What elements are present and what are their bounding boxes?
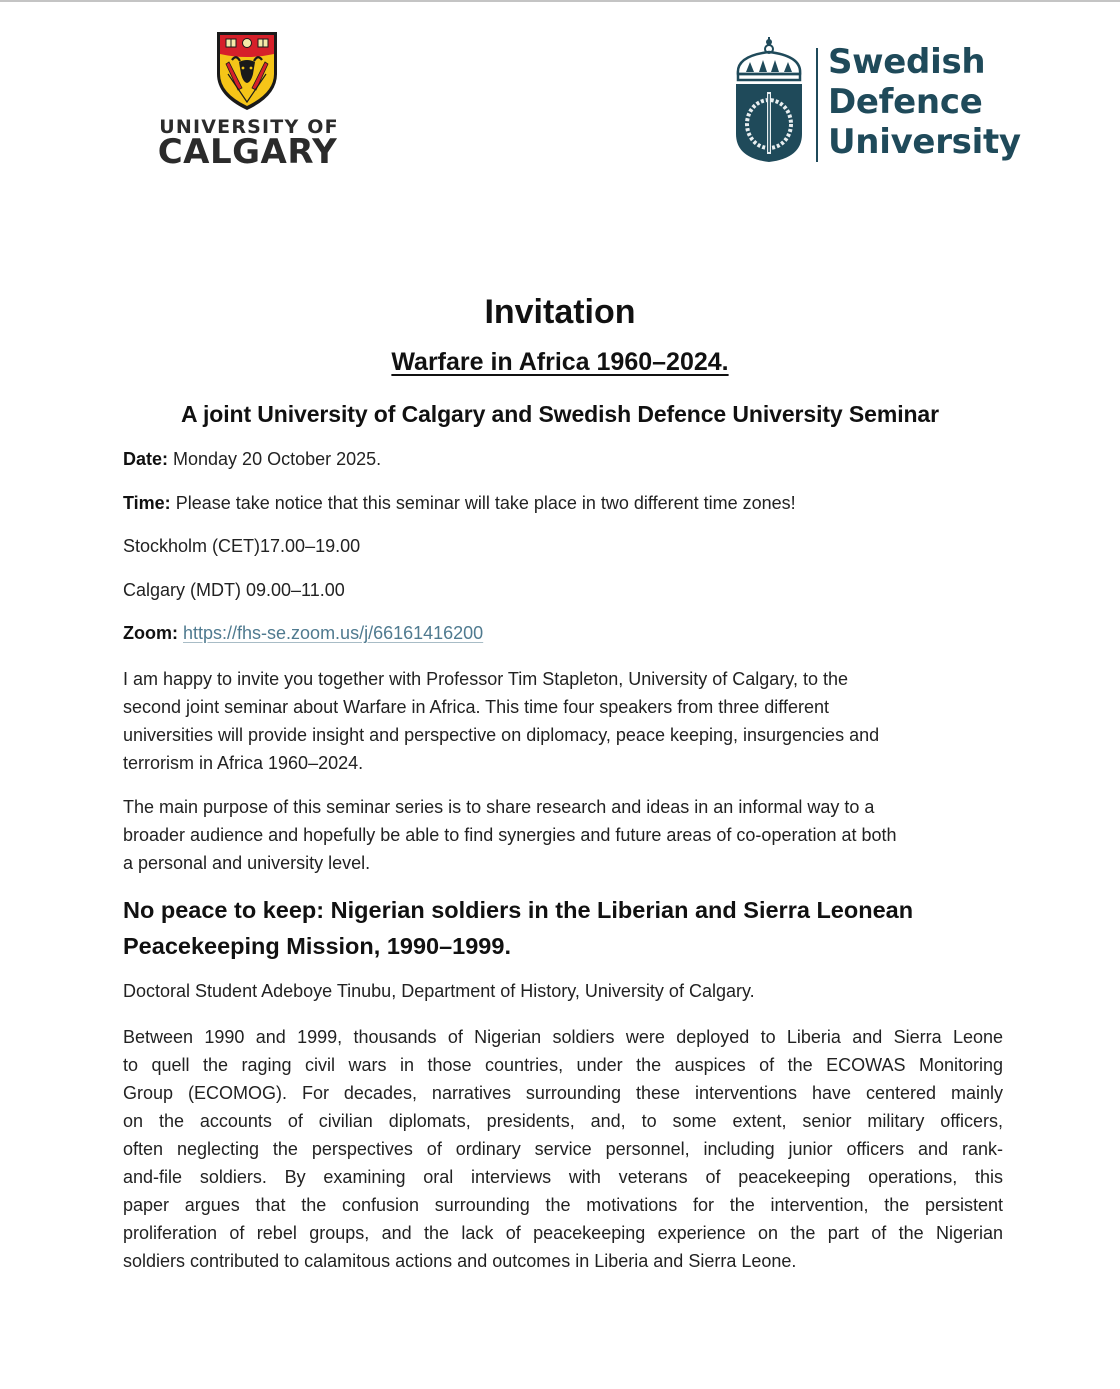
talk-title <box>123 892 1003 964</box>
date-label: Date: <box>123 449 169 469</box>
intro-p1-line: I am happy to invite you together with Professor Tim Stapleton, University of Calgary, to the <box>123 669 849 689</box>
talk-speaker: Doctoral Student Adeboye Tinubu, Department of History, University of Calgary. <box>123 981 755 1001</box>
time-value: Please take notice that this seminar will take place in two different time zones! <box>170 493 796 513</box>
abstract-line: on the accounts of civilian diplomats, presidents, and, to some extent, senior military officers, <box>123 1111 1003 1131</box>
zoom-label: Zoom: <box>123 623 178 643</box>
talk-title-line: No peace to keep: Nigerian soldiers in the Liberian and Sierra Leonean <box>123 897 914 923</box>
abstract-line: and-file soldiers. By examining oral interviews with veterans of peacekeeping operations, this <box>123 1167 1003 1187</box>
university-of-calgary-logo <box>150 30 345 175</box>
abstract-line: to quell the raging civil wars in those countries, under the auspices of the ECOWAS Monitoring <box>123 1055 1003 1075</box>
time-label: Time: <box>123 493 171 513</box>
intro-paragraph-2 <box>123 793 1003 877</box>
date-line <box>123 449 381 470</box>
sdu-wordmark <box>828 42 1021 162</box>
intro-p2-line: broader audience and hopefully be able to find synergies and future areas of co-operation at both <box>123 825 897 845</box>
calgary-crest-icon <box>214 30 280 112</box>
zoom-link[interactable]: https://fhs-se.zoom.us/j/66161416200 <box>183 623 484 643</box>
calgary-logo-line2: CALGARY <box>157 132 338 172</box>
talk-title-line: Peacekeeping Mission, 1990–1999. <box>123 933 511 959</box>
abstract-line: Between 1990 and 1999, thousands of Nigerian soldiers were deployed to Liberia and Sierra Leone <box>123 1027 1003 1047</box>
intro-p1-line: second joint seminar about Warfare in Africa. This time four speakers from three different <box>123 697 829 717</box>
intro-p2-line: a personal and university level. <box>123 853 371 873</box>
time-line <box>123 493 796 514</box>
abstract-line: proliferation of rebel groups, and the lack of peacekeeping experience on the part of the Nigerian <box>123 1223 1003 1243</box>
abstract-line: paper argues that the confusion surrounding the motivations for the intervention, the persistent <box>123 1195 1003 1215</box>
swedish-defence-university-logo <box>732 36 1021 171</box>
page-title: Invitation <box>484 293 636 331</box>
sdu-line-defence: Defence <box>828 82 983 122</box>
seminar-subtitle-text: Warfare in Africa 1960–2024. <box>391 348 729 376</box>
zoom-line <box>123 623 483 644</box>
seminar-tagline: A joint University of Calgary and Swedish Defence University Seminar <box>181 401 939 427</box>
intro-p2-line: The main purpose of this seminar series is to share research and ideas in an informal way to a <box>123 797 875 817</box>
intro-paragraph-1 <box>123 665 1003 777</box>
talk-abstract <box>123 1023 1003 1275</box>
abstract-line: Group (ECOMOG). For decades, narratives surrounding these interventions have centered mainly <box>123 1083 1003 1103</box>
abstract-line: often neglecting the perspectives of ordinary service personnel, including junior officers and rank- <box>123 1139 1003 1159</box>
stockholm-time: Stockholm (CET)17.00–19.00 <box>123 536 361 556</box>
logo-divider <box>816 48 818 162</box>
intro-p1-line: terrorism in Africa 1960–2024. <box>123 753 364 773</box>
calgary-logo-line1: UNIVERSITY OF <box>159 116 339 138</box>
date-value: Monday 20 October 2025. <box>168 449 382 469</box>
seminar-subtitle <box>0 348 1120 377</box>
swedish-crown-shield-icon <box>732 36 806 164</box>
abstract-line: soldiers contributed to calamitous actions and outcomes in Liberia and Sierra Leone. <box>123 1251 797 1271</box>
sdu-line-swedish: Swedish <box>828 42 986 82</box>
sdu-line-university: University <box>828 122 1021 162</box>
calgary-time: Calgary (MDT) 09.00–11.00 <box>123 580 345 600</box>
intro-p1-line: universities will provide insight and perspective on diplomacy, peace keeping, insurgencies and <box>123 725 880 745</box>
